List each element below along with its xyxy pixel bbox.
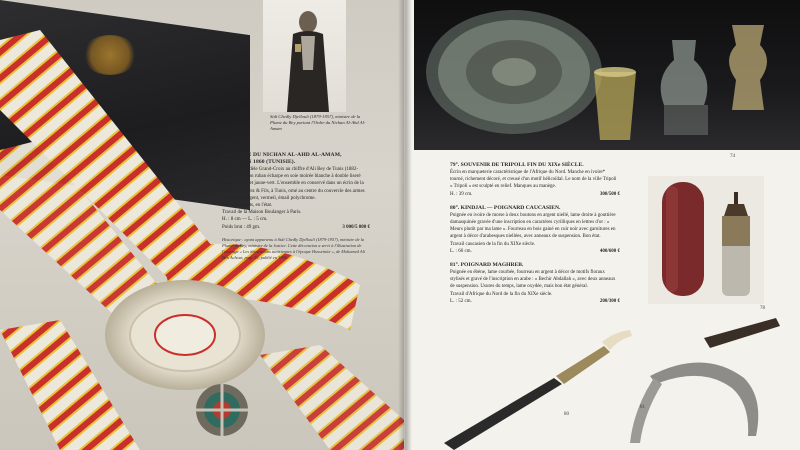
lot-description: Bijoux de modèle Grand-Croix au chiffre d'Ali Bey de Tunis (1882-1902), avec son ruban écharpe en soie moirée blanche à double liseré alterné rouge et jaune-vert. L'ensemble en conservé dans un écrin de la maison, M. Sfez & Fils, à Tunis, orné au centre du couvercle des armes beylicales. Argent, vermeil, émail polychrome. xyxy=(222,167,365,201)
lot-maker: Travail de la Maison Boulanger à Paris. xyxy=(222,210,302,216)
portrait-photo xyxy=(263,0,346,112)
lot-description: Poignée en ivoire de morse à deux boutons en argent niellé, lame droite à gouttière damasquinée gravée d'une inscription en caractères cyrilliques en lettres d'or : « Meurs plutôt par ma lame ». Fourreau en bois gainé en cuir noir avec garnitures en argent à décor d'arabesques niellées, avec anneaux de suspension. Bon état. xyxy=(450,212,616,240)
lot-origin: Travail d'Afrique du Nord de la fin du XIXe siècle. xyxy=(450,291,553,297)
lot-price: 400/600 € xyxy=(599,248,620,254)
right-page xyxy=(404,0,800,450)
lot-81 xyxy=(450,262,620,305)
portrait-figure xyxy=(263,0,346,112)
daggers-photo xyxy=(404,318,800,450)
lot-dimensions: L. : 66 cm. xyxy=(450,248,472,254)
lot-description: Poignée en ébène, lame courbée, fourreau en argent à décor de motifs floraux stylisés et gravé de l'inscription en arabe : « Bechir Abdallah », avec deux anneaux de suspension. Usures du temps, lame oxydée, mais bon état général. xyxy=(450,270,616,290)
figure-number-81: 81 xyxy=(640,405,645,410)
lot-80 xyxy=(450,205,620,255)
lot-price: 300/500 € xyxy=(599,191,620,197)
portrait-caption: Sidi Chedly Djellouli (1879-1957), ministre de la Plume du Bey portant l'Ordre du Nichan Al-Ahd Al-Amam xyxy=(270,114,366,131)
lot-title: KINDJAL — POIGNARD CAUCASIEN. xyxy=(460,204,561,211)
lot-dimensions: L. : 52 cm. xyxy=(450,298,472,304)
lot-price: 200/300 € xyxy=(599,298,620,304)
lot-price: 3 000/5 000 € xyxy=(342,224,370,230)
lot-history-note: Historique : ayant appartenu à Sidi Chedly Djellouli (1879-1957), ministre de la Plume du Bey, ministre de la Justice. Cette décoration a servi à l'illustration de l'ouvrage « Les décorations tunisiennes à l'époque Husseinite », de Mohamed Ali Ben Achour, page 33, publié en 1996. xyxy=(222,236,366,261)
figure-number-78: 78 xyxy=(760,306,765,311)
souvenir-case-photo xyxy=(648,176,764,304)
lot-title-line1: ORDRE DU NICHAN AL-AHD AL-AMAM, xyxy=(230,152,342,158)
lot-title: SOUVENIR DE TRIPOLI. FIN DU XIXe SIÈCLE. xyxy=(460,162,584,168)
lot-title: POIGNARD MAGHREB. xyxy=(460,262,524,269)
lots-right-column xyxy=(450,162,620,312)
lot-68 xyxy=(222,152,370,262)
lot-number: 81°. xyxy=(450,262,460,269)
figure-number-80: 80 xyxy=(564,412,569,417)
lot-dimensions: H. : 39 cm. xyxy=(450,191,473,197)
lot-number: 68. xyxy=(222,152,230,158)
lot-dimensions: H. : 8 cm — L. : 5 cm. xyxy=(222,217,268,223)
lot-number: 79°. xyxy=(450,162,460,168)
lot-title-line2: FONDÉ EN 1860 (TUNISIE). xyxy=(222,159,296,165)
lot-79 xyxy=(450,162,620,198)
page-number: 74 xyxy=(730,154,735,159)
lot-origin: Travail caucasien de la fin du XIXe siècle. xyxy=(450,241,536,247)
glassware-photo xyxy=(414,0,800,150)
lot-weight: Poids brut : 49 gm. xyxy=(222,224,261,230)
lot-description: Écrin en marqueterie caractéristique de l'Afrique du Nord. Manche en ivoire* tourné, richement décoré, et creusé d'un motif hélicoïdal. Le nom de la ville Tripoli « Tripoli » est sculpté en relief. Manques au manège. xyxy=(450,170,617,190)
lot-condition: Petits accidents, en l'état. xyxy=(222,203,273,209)
book-spine-shadow xyxy=(398,0,412,450)
lot-number: 80°. xyxy=(450,204,460,211)
